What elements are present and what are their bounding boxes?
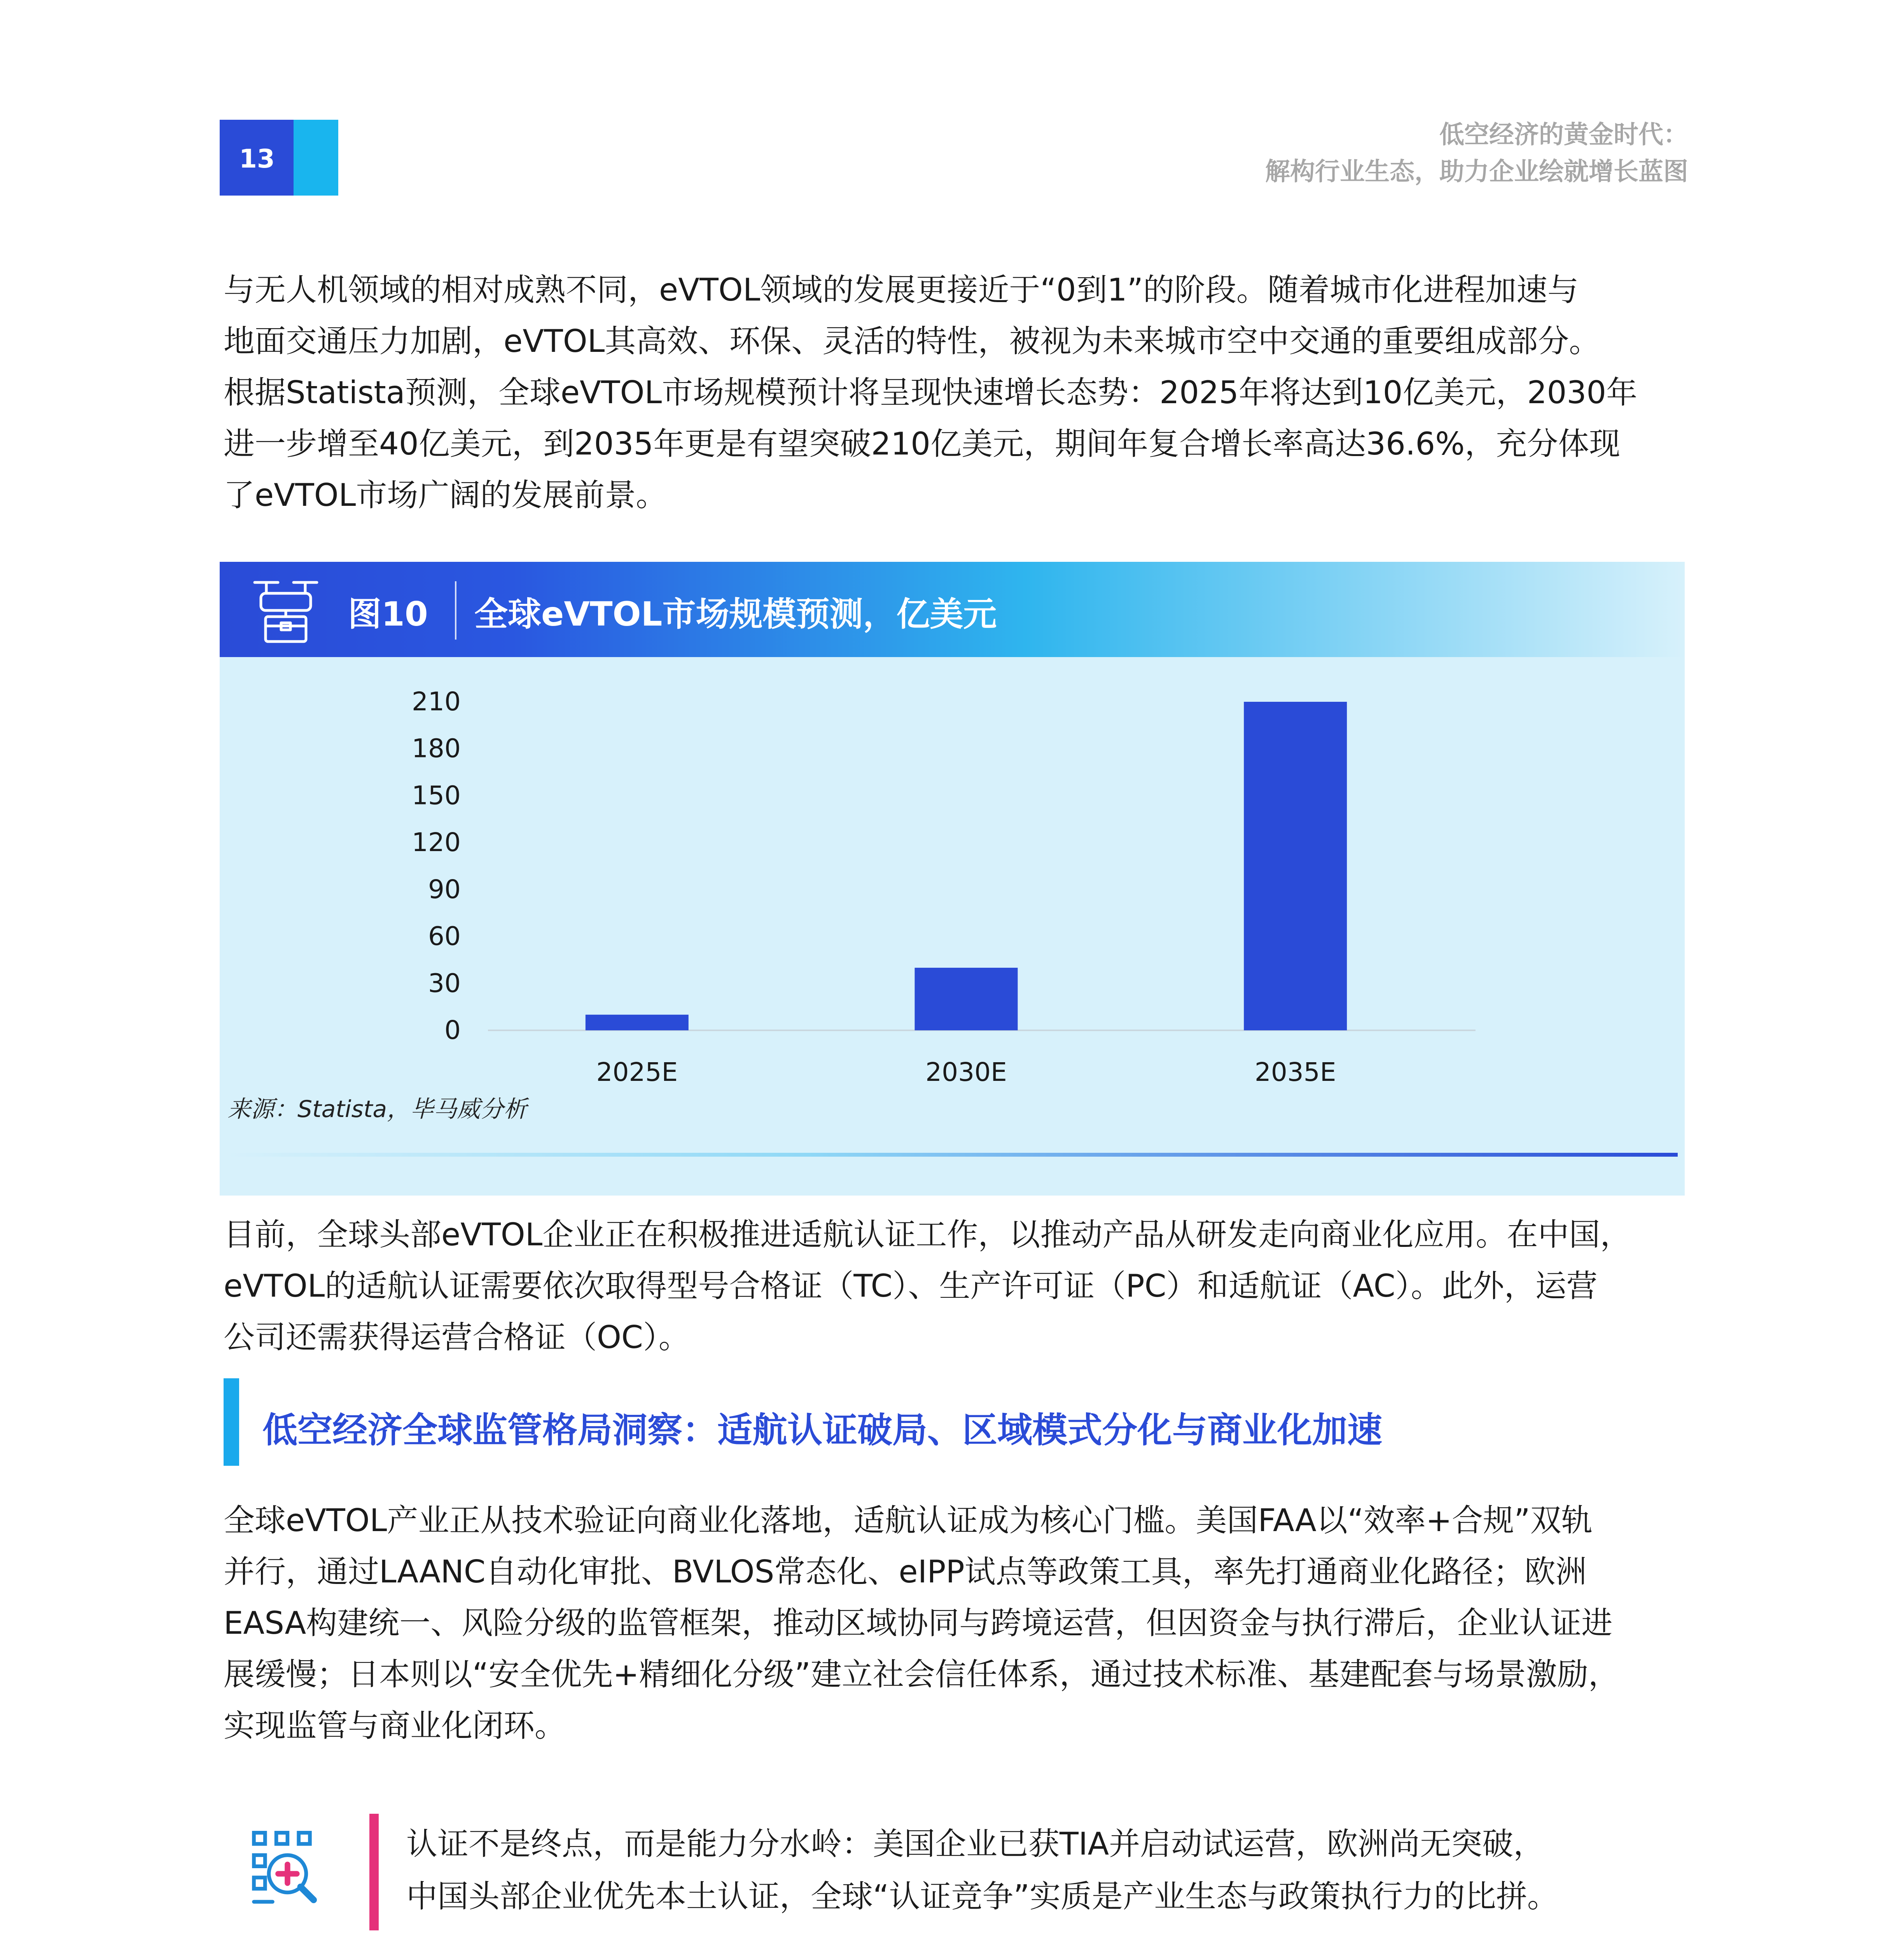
- y-tick-label: 0: [444, 1015, 461, 1045]
- page-number-accent: [294, 120, 338, 196]
- para3-line: 全球eVTOL产业正从技术验证向商业化落地，适航认证成为核心门槛。美国FAA以“效率+合规”双轨: [224, 1502, 1593, 1538]
- figure-title: 全球eVTOL市场规模预测，亿美元: [474, 595, 997, 634]
- y-tick-label: 90: [428, 874, 461, 904]
- para2-line: eVTOL的适航认证需要依次取得型号合格证（TC）、生产许可证（PC）和适航证（AC）。此外，运营: [224, 1268, 1598, 1304]
- drone-icon: [247, 572, 325, 649]
- section-title: 低空经济全球监管格局洞察：适航认证破局、区域模式分化与商业化加速: [262, 1410, 1382, 1451]
- figure-bottom-line: [227, 1153, 1678, 1157]
- figure-number: 图10: [348, 595, 428, 634]
- report-title-line1: 低空经济的黄金时代：: [1439, 121, 1688, 149]
- intro-line: 根据Statista预测，全球eVTOL市场规模预计将呈现快速增长态势：2025年将达到10亿美元，2030年: [224, 374, 1638, 411]
- bar-2025E: [586, 1015, 689, 1030]
- bar-chart: [220, 657, 1685, 1085]
- insight-accent-bar: [369, 1814, 379, 1930]
- certification-paragraph: [224, 1209, 1693, 1363]
- page-number: 13: [239, 144, 275, 174]
- y-tick-label: 150: [412, 780, 461, 811]
- report-title-line2: 解构行业生态，助力企业绘就增长蓝图: [1265, 157, 1688, 186]
- para2-line: 目前，全球头部eVTOL企业正在积极推进适航认证工作，以推动产品从研发走向商业化应用。在中国，: [224, 1217, 1631, 1253]
- figure-10: [220, 562, 1685, 1196]
- insight-line: 中国头部企业优先本土认证，全球“认证竞争”实质是产业生态与政策执行力的比拼。: [406, 1878, 1558, 1914]
- x-tick-label: 2030E: [925, 1057, 1007, 1085]
- y-tick-label: 210: [412, 687, 461, 717]
- y-tick-label: 180: [412, 733, 461, 764]
- para2-line: 公司还需获得运营合格证（OC）。: [224, 1319, 690, 1355]
- intro-line: 与无人机领域的相对成熟不同，eVTOL领域的发展更接近于“0到1”的阶段。随着城市化进程加速与: [224, 272, 1579, 308]
- para3-line: 展缓慢；日本则以“安全优先+精细化分级”建立社会信任体系，通过技术标准、基建配套与场景激励，: [224, 1656, 1619, 1692]
- y-tick-label: 60: [428, 921, 461, 951]
- report-title: [1265, 117, 1688, 191]
- intro-line: 了eVTOL市场广阔的发展前景。: [224, 477, 667, 513]
- insight-line: 认证不是终点，而是能力分水岭：美国企业已获TIA并启动试运营，欧洲尚无突破，: [406, 1826, 1545, 1862]
- para3-line: EASA构建统一、风险分级的监管框架，推动区域协同与跨境运营，但因资金与执行滞后，企业认证进: [224, 1605, 1613, 1641]
- x-tick-label: 2025E: [596, 1057, 678, 1085]
- insight-text: [406, 1818, 1670, 1923]
- y-tick-label: 30: [428, 968, 461, 998]
- regulation-paragraph: [224, 1495, 1693, 1752]
- bar-2035E: [1244, 702, 1347, 1030]
- page-number-badge: [220, 120, 338, 196]
- figure-source: 来源：Statista，毕马威分析: [227, 1096, 527, 1123]
- y-tick-label: 120: [412, 827, 461, 858]
- figure-divider: [455, 581, 456, 640]
- intro-line: 地面交通压力加剧，eVTOL其高效、环保、灵活的特性，被视为未来城市空中交通的重要组成部分。: [224, 323, 1600, 359]
- x-tick-label: 2035E: [1254, 1057, 1336, 1085]
- section-accent-bar: [224, 1378, 239, 1466]
- bar-2030E: [915, 968, 1018, 1030]
- intro-line: 进一步增至40亿美元，到2035年更是有望突破210亿美元，期间年复合增长率高达36.6%，充分体现: [224, 426, 1621, 462]
- figure-header: [220, 562, 1685, 657]
- intro-paragraph: [224, 264, 1693, 521]
- certification-search-icon: [235, 1822, 329, 1915]
- para3-line: 实现监管与商业化闭环。: [224, 1708, 566, 1744]
- para3-line: 并行，通过LAANC自动化审批、BVLOS常态化、eIPP试点等政策工具，率先打通商业化路径；欧洲: [224, 1554, 1587, 1590]
- insight-item: [224, 1810, 1701, 1934]
